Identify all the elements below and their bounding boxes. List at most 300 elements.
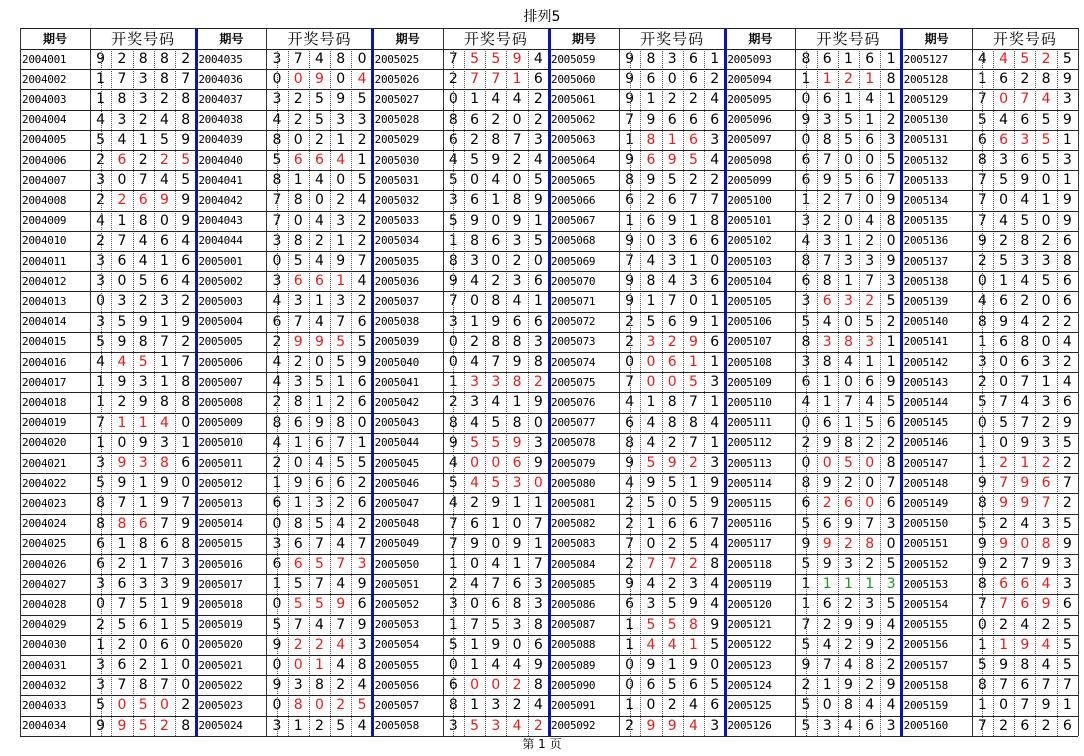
divider: [20, 150, 1078, 151]
digit-cell: 7: [822, 152, 832, 169]
digit-cell: 9: [999, 313, 1009, 330]
digit-cell: 0: [999, 192, 1009, 209]
period-cell: 2004038: [198, 113, 243, 127]
digit-cell: 8: [801, 253, 811, 270]
digit-cell: 6: [512, 455, 522, 472]
digit-cell: 7: [999, 677, 1009, 694]
divider: [795, 28, 796, 736]
digit-cell: 9: [886, 253, 896, 270]
period-cell: 2005068: [551, 234, 596, 248]
digit-cell: 8: [96, 495, 106, 512]
digit-cell: 2: [865, 293, 875, 310]
digit-cell: 9: [491, 636, 501, 653]
period-cell: 2005028: [374, 113, 419, 127]
digit-cell: 0: [470, 556, 480, 573]
digit-cell: 7: [117, 495, 127, 512]
period-cell: 2005059: [551, 52, 596, 66]
digit-cell: 2: [801, 434, 811, 451]
digit-cell: 8: [822, 273, 832, 290]
digit-cell: 0: [293, 657, 303, 674]
digit-cell: 9: [801, 535, 811, 552]
digit-cell: 0: [96, 293, 106, 310]
digit-cell: 8: [138, 212, 148, 229]
digit-cell: 1: [688, 253, 698, 270]
digit-cell: 5: [448, 475, 458, 492]
divider: [20, 28, 21, 736]
digit-cell: 5: [999, 253, 1009, 270]
digit-cell: 2: [688, 455, 698, 472]
digit-cell: 6: [822, 293, 832, 310]
period-cell: 2005069: [551, 254, 596, 268]
period-cell: 2005100: [727, 193, 772, 207]
digit-cell: 9: [625, 576, 635, 593]
digit-cell: 3: [336, 111, 346, 128]
digit-cell: 7: [512, 131, 522, 148]
digit-cell: 2: [625, 515, 635, 532]
digit-cell: 1: [315, 293, 324, 310]
digit-cell: 2: [801, 677, 811, 694]
digit-cell: 8: [688, 616, 698, 633]
digit-cell: 1: [315, 657, 324, 674]
digit-cell: 4: [336, 657, 346, 674]
digit-cell: 8: [801, 333, 811, 350]
digit-cell: 9: [181, 576, 191, 593]
digit-cell: 2: [181, 333, 191, 350]
digit-cell: 8: [138, 51, 148, 68]
digit-cell: 9: [999, 535, 1009, 552]
digit-cell: 1: [688, 354, 698, 371]
digit-cell: 4: [865, 394, 875, 411]
digit-cell: 1: [688, 636, 698, 653]
digit-cell: 9: [315, 71, 324, 88]
digit-cell: 0: [159, 212, 169, 229]
digit-cell: 9: [293, 333, 303, 350]
digit-cell: 3: [491, 697, 501, 714]
digit-cell: 9: [533, 192, 543, 209]
digit-cell: 4: [159, 172, 169, 189]
digit-cell: 7: [667, 556, 677, 573]
digit-cell: 4: [1041, 636, 1051, 653]
digit-cell: 3: [886, 273, 896, 290]
digit-cell: 1: [159, 596, 169, 613]
digit-cell: 1: [159, 354, 169, 371]
digit-cell: 5: [1041, 273, 1051, 290]
digit-cell: 8: [1041, 71, 1051, 88]
period-cell: 2005124: [727, 678, 772, 692]
period-cell: 2004024: [22, 517, 67, 531]
digit-cell: 8: [865, 657, 875, 674]
period-cell: 2005016: [198, 557, 243, 571]
digit-cell: 1: [710, 293, 720, 310]
digit-cell: 9: [117, 374, 127, 391]
digit-cell: 7: [470, 71, 480, 88]
digit-cell: 1: [844, 576, 853, 593]
digit-cell: 9: [625, 273, 635, 290]
period-cell: 2005095: [727, 92, 772, 106]
digit-cell: 7: [801, 616, 811, 633]
period-cell: 2005131: [903, 133, 948, 147]
digit-cell: 6: [865, 131, 875, 148]
digit-cell: 7: [181, 71, 191, 88]
digit-cell: 1: [96, 394, 106, 411]
digit-cell: 4: [272, 374, 282, 391]
digit-cell: 6: [999, 293, 1009, 310]
digit-cell: 3: [710, 374, 720, 391]
period-cell: 2005004: [198, 315, 243, 329]
digit-cell: 2: [138, 293, 148, 310]
digit-cell: 0: [801, 455, 811, 472]
digit-cell: 3: [336, 293, 346, 310]
digit-cell: 8: [977, 313, 987, 330]
period-cell: 2005015: [198, 537, 243, 551]
digit-cell: 4: [710, 535, 720, 552]
digit-cell: 4: [138, 253, 148, 270]
digit-cell: 8: [865, 535, 875, 552]
divider: [20, 413, 1078, 414]
digit-cell: 0: [272, 515, 282, 532]
digit-cell: 1: [625, 697, 635, 714]
period-cell: 2005088: [551, 638, 596, 652]
digit-cell: 6: [801, 273, 811, 290]
period-cell: 2005138: [903, 274, 948, 288]
period-cell: 2005071: [551, 294, 596, 308]
digit-cell: 8: [272, 172, 282, 189]
digit-cell: 9: [646, 717, 656, 734]
digit-cell: 8: [272, 414, 282, 431]
digit-cell: 2: [865, 556, 875, 573]
digit-cell: 6: [999, 333, 1009, 350]
digit-cell: 9: [448, 273, 458, 290]
digit-cell: 0: [801, 131, 811, 148]
digit-cell: 6: [357, 495, 367, 512]
digit-cell: 6: [977, 131, 987, 148]
digit-cell: 1: [159, 313, 169, 330]
period-cell: 2005020: [198, 638, 243, 652]
column-header-period: 期号: [571, 32, 596, 46]
digit-cell: 0: [822, 697, 832, 714]
digit-cell: 1: [293, 717, 303, 734]
digit-cell: 7: [1020, 697, 1030, 714]
digit-cell: 6: [512, 576, 522, 593]
digit-cell: 9: [491, 152, 501, 169]
digit-cell: 0: [470, 455, 480, 472]
column-header-period: 期号: [748, 32, 773, 46]
digit-cell: 8: [448, 111, 458, 128]
digit-cell: 9: [533, 455, 543, 472]
period-cell: 2005067: [551, 214, 596, 228]
period-cell: 2005153: [903, 577, 948, 591]
digit-cell: 0: [865, 455, 875, 472]
digit-cell: 8: [533, 354, 543, 371]
digit-cell: 1: [293, 495, 303, 512]
period-cell: 2004037: [198, 92, 243, 106]
divider: [20, 554, 1078, 555]
digit-cell: 6: [688, 515, 698, 532]
digit-cell: 5: [710, 677, 720, 694]
digit-cell: 2: [315, 232, 324, 249]
divider: [20, 352, 1078, 353]
digit-cell: 7: [357, 253, 367, 270]
digit-cell: 9: [293, 475, 303, 492]
period-cell: 2005061: [551, 92, 596, 106]
digit-cell: 8: [357, 657, 367, 674]
digit-cell: 5: [977, 394, 987, 411]
digit-cell: 3: [293, 677, 303, 694]
digit-cell: 9: [159, 475, 169, 492]
digit-cell: 1: [844, 273, 853, 290]
digit-cell: 5: [667, 172, 677, 189]
digit-cell: 0: [710, 657, 720, 674]
period-cell: 2004001: [22, 52, 67, 66]
digit-cell: 8: [822, 131, 832, 148]
digit-cell: 7: [625, 253, 635, 270]
page-title: 排列5: [523, 9, 561, 25]
period-cell: 2005139: [903, 294, 948, 308]
divider: [619, 28, 620, 736]
digit-cell: 9: [688, 333, 698, 350]
digit-cell: 9: [710, 616, 720, 633]
digit-cell: 4: [1020, 394, 1030, 411]
digit-cell: 6: [491, 232, 501, 249]
period-cell: 2005064: [551, 153, 596, 167]
digit-cell: 5: [844, 111, 853, 128]
digit-cell: 8: [1062, 253, 1072, 270]
digit-cell: 2: [96, 616, 106, 633]
period-cell: 2004013: [22, 294, 67, 308]
digit-cell: 7: [1020, 556, 1030, 573]
digit-cell: 0: [886, 232, 896, 249]
digit-cell: 0: [491, 253, 501, 270]
digit-cell: 0: [470, 172, 480, 189]
period-cell: 2005156: [903, 638, 948, 652]
digit-cell: 4: [710, 576, 720, 593]
digit-cell: 5: [688, 152, 698, 169]
digit-cell: 9: [1041, 697, 1051, 714]
digit-cell: 2: [822, 192, 832, 209]
digit-cell: 5: [667, 677, 677, 694]
divider: [1078, 28, 1079, 736]
digit-cell: 8: [667, 394, 677, 411]
digit-cell: 7: [293, 313, 303, 330]
digit-cell: 8: [181, 111, 191, 128]
digit-cell: 2: [977, 374, 987, 391]
digit-cell: 7: [822, 657, 832, 674]
digit-cell: 3: [710, 717, 720, 734]
divider: [20, 574, 1078, 575]
digit-cell: 4: [512, 91, 522, 108]
digit-cell: 1: [470, 636, 480, 653]
digit-cell: 5: [1020, 51, 1030, 68]
digit-cell: 3: [1041, 253, 1051, 270]
digit-cell: 2: [822, 495, 832, 512]
digit-cell: 8: [625, 434, 635, 451]
digit-cell: 9: [117, 717, 127, 734]
digit-cell: 1: [667, 131, 677, 148]
digit-cell: 6: [801, 495, 811, 512]
period-cell: 2005043: [374, 416, 419, 430]
digit-cell: 5: [470, 717, 480, 734]
digit-cell: 0: [977, 616, 987, 633]
digit-cell: 5: [977, 657, 987, 674]
divider: [20, 190, 1078, 191]
period-cell: 2005044: [374, 436, 419, 450]
digit-cell: 1: [1041, 374, 1051, 391]
digit-cell: 7: [844, 394, 853, 411]
digit-cell: 6: [1041, 475, 1051, 492]
column-header-winning-numbers: 开奖号码: [111, 30, 176, 48]
column-header-period: 期号: [42, 32, 67, 46]
digit-cell: 1: [710, 354, 720, 371]
digit-cell: 8: [977, 677, 987, 694]
digit-cell: 9: [625, 51, 635, 68]
digit-cell: 9: [1062, 212, 1072, 229]
digit-cell: 3: [533, 131, 543, 148]
period-cell: 2004018: [22, 395, 67, 409]
period-cell: 2005151: [903, 537, 948, 551]
digit-cell: 9: [138, 434, 148, 451]
digit-cell: 9: [181, 212, 191, 229]
digit-cell: 4: [315, 212, 324, 229]
digit-cell: 1: [710, 313, 720, 330]
digit-cell: 8: [293, 192, 303, 209]
digit-cell: 2: [336, 677, 346, 694]
digit-cell: 9: [1041, 596, 1051, 613]
digit-cell: 2: [272, 455, 282, 472]
digit-cell: 3: [886, 515, 896, 532]
period-cell: 2005106: [727, 315, 772, 329]
period-cell: 2005035: [374, 254, 419, 268]
digit-cell: 8: [822, 354, 832, 371]
digit-cell: 2: [999, 455, 1009, 472]
digit-cell: 3: [96, 313, 106, 330]
digit-cell: 4: [886, 697, 896, 714]
digit-cell: 2: [822, 616, 832, 633]
period-cell: 2005116: [727, 517, 772, 531]
digit-cell: 2: [138, 657, 148, 674]
period-cell: 2004004: [22, 113, 67, 127]
period-cell: 2005137: [903, 254, 948, 268]
digit-cell: 4: [865, 697, 875, 714]
digit-cell: 8: [181, 717, 191, 734]
period-cell: 2005078: [551, 436, 596, 450]
digit-cell: 0: [822, 455, 832, 472]
digit-cell: 2: [448, 394, 458, 411]
digit-cell: 4: [710, 414, 720, 431]
digit-cell: 4: [1020, 273, 1030, 290]
digit-cell: 5: [357, 91, 367, 108]
digit-cell: 9: [710, 495, 720, 512]
digit-cell: 0: [533, 475, 543, 492]
digit-cell: 5: [491, 414, 501, 431]
digit-cell: 9: [491, 495, 501, 512]
period-cell: 2005136: [903, 234, 948, 248]
digit-cell: 8: [315, 677, 324, 694]
period-cell: 2005147: [903, 456, 948, 470]
block-divider: [900, 28, 903, 736]
digit-cell: 9: [688, 596, 698, 613]
digit-cell: 4: [822, 313, 832, 330]
period-cell: 2005150: [903, 517, 948, 531]
digit-cell: 8: [448, 253, 458, 270]
period-cell: 2004006: [22, 153, 67, 167]
digit-cell: 2: [533, 111, 543, 128]
digit-cell: 2: [710, 172, 720, 189]
digit-cell: 4: [822, 636, 832, 653]
divider: [90, 28, 91, 736]
digit-cell: 1: [625, 131, 635, 148]
digit-cell: 1: [470, 657, 480, 674]
digit-cell: 9: [844, 515, 853, 532]
digit-cell: 2: [159, 152, 169, 169]
digit-cell: 6: [293, 556, 303, 573]
digit-cell: 4: [977, 51, 987, 68]
period-cell: 2005019: [198, 618, 243, 632]
digit-cell: 1: [822, 374, 832, 391]
digit-cell: 1: [138, 495, 148, 512]
digit-cell: 5: [336, 354, 346, 371]
digit-cell: 6: [272, 556, 282, 573]
digit-cell: 8: [293, 232, 303, 249]
digit-cell: 0: [315, 697, 324, 714]
digit-cell: 6: [667, 111, 677, 128]
digit-cell: 5: [96, 131, 106, 148]
digit-cell: 7: [977, 91, 987, 108]
digit-cell: 0: [138, 636, 148, 653]
digit-cell: 9: [667, 152, 677, 169]
digit-cell: 5: [96, 475, 106, 492]
digit-cell: 0: [357, 414, 367, 431]
period-cell: 2004033: [22, 698, 67, 712]
digit-cell: 5: [801, 697, 811, 714]
period-cell: 2005024: [198, 719, 243, 733]
digit-cell: 0: [470, 293, 480, 310]
digit-cell: 2: [117, 51, 127, 68]
digit-cell: 0: [315, 192, 324, 209]
digit-cell: 6: [1020, 152, 1030, 169]
digit-cell: 1: [865, 354, 875, 371]
digit-cell: 8: [886, 71, 896, 88]
digit-cell: 4: [977, 293, 987, 310]
digit-cell: 3: [1041, 515, 1051, 532]
digit-cell: 2: [357, 293, 367, 310]
digit-cell: 2: [357, 212, 367, 229]
digit-cell: 1: [667, 657, 677, 674]
digit-cell: 7: [470, 616, 480, 633]
digit-cell: 7: [822, 253, 832, 270]
period-cell: 2005144: [903, 395, 948, 409]
digit-cell: 1: [886, 354, 896, 371]
digit-cell: 9: [181, 313, 191, 330]
digit-cell: 4: [999, 51, 1009, 68]
column-header-period: 期号: [924, 32, 949, 46]
digit-cell: 7: [315, 535, 324, 552]
period-cell: 2004043: [198, 214, 243, 228]
digit-cell: 0: [512, 515, 522, 532]
digit-cell: 9: [646, 111, 656, 128]
digit-cell: 0: [667, 71, 677, 88]
divider: [20, 675, 1078, 676]
digit-cell: 6: [117, 152, 127, 169]
digit-cell: 9: [1020, 475, 1030, 492]
digit-cell: 2: [999, 232, 1009, 249]
digit-cell: 2: [844, 475, 853, 492]
digit-cell: 0: [470, 596, 480, 613]
digit-cell: 2: [533, 717, 543, 734]
digit-cell: 5: [1062, 434, 1072, 451]
period-cell: 2005010: [198, 436, 243, 450]
digit-cell: 6: [801, 172, 811, 189]
divider: [20, 312, 1078, 313]
